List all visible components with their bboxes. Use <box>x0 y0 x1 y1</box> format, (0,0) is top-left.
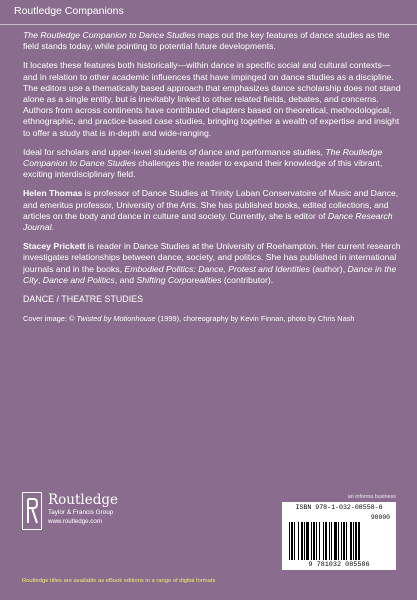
isbn-barcode-block <box>282 502 396 570</box>
editor-name: Helen Thomas <box>23 188 83 199</box>
informa-tagline: an informa business <box>347 494 396 500</box>
publisher-name: Routledge <box>48 492 118 508</box>
cover-image-credit: Cover image: © Twisted by Motionhouse (1999), choreography by Kevin Finnan, photo by Chris Nash <box>23 314 355 324</box>
book-title: The Routledge Companion to Dance Studies <box>23 146 383 169</box>
publisher-url: www.routledge.com <box>48 518 102 525</box>
barcode-digits: 9 781032 085586 <box>308 561 370 569</box>
back-cover-text <box>23 30 401 332</box>
routledge-logo-icon <box>22 492 42 530</box>
publisher-logo <box>22 486 172 530</box>
subject-category: DANCE / THEATRE STUDIES <box>23 294 143 305</box>
isbn-text: ISBN 978-1-032-08558-6 <box>295 504 383 511</box>
blurb-paragraph-3: Ideal for scholars and upper-level students of dance and performance studies, The Routledge Companion to Dance Studies challenges the reader to expand their knowledge of this vibrant, exciting interdisciplinary field. <box>23 146 383 180</box>
barcode-icon <box>289 522 389 560</box>
editor-bio-thomas: Helen Thomas is professor of Dance Studies at Trinity Laban Conservatoire of Music and Dance, and emeritus professor, University of the Arts. She has published books, edited collections, and articles on the body and dance in culture and society. Currently, she is editor of Dance Research Journal. <box>23 188 399 233</box>
header-divider <box>0 24 417 25</box>
book-title: The Routledge Companion to Dance Studies <box>23 30 196 40</box>
ebook-note: Routledge titles are available as eBook editions in a range of digital formats <box>22 578 216 584</box>
price-code: 90000 <box>370 514 390 521</box>
series-name: Routledge Companions <box>14 5 124 17</box>
blurb-paragraph-1: The Routledge Companion to Dance Studies maps out the key features of dance studies as the field stands today, while pointing to potential future developments. <box>23 30 390 52</box>
editor-bio-prickett: Stacey Prickett is reader in Dance Studies at the University of Roehampton. Her current research investigates relationships between dance, society, and politics. She has published in international journals and in the books, Embodied Politics: Dance, Protest and Identities (author), Dance in the City, Dance and Politics, and Shifting Corporealities (contributor). <box>23 241 401 285</box>
editor-name: Stacey Prickett <box>23 241 86 252</box>
blurb-paragraph-2: It locates these features both historically—within dance in specific social and cultural contexts—and in relation to other academic influences that have impinged on dance studies as a discipline. The editors use a thematically based approach that emphasizes dance scholarship does not stand alone as a single entity, but is inevitably linked to other related fields, debates, and concerns. Authors from across continents have contributed chapters based on theoretical, methodological, ethnographic, and practice-based case studies, bringing together a wealth of expertise and insight to offer a study that is in-depth and wide-ranging. <box>23 60 401 138</box>
publisher-group: Taylor & Francis Group <box>48 509 114 516</box>
